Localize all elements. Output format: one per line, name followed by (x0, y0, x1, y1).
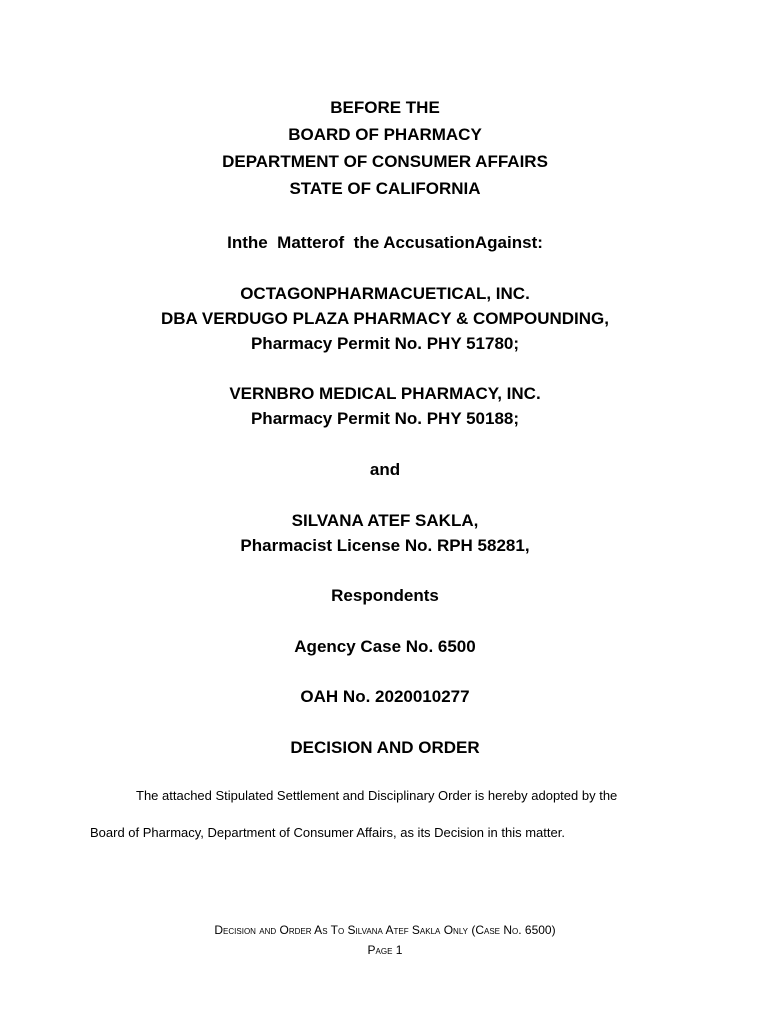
conjunction-and: and (369, 460, 401, 479)
respondent1-dba: DBA VERDUGO PLAZA PHARMACY & COMPOUNDING, (161, 309, 609, 328)
respondent1-permit: Pharmacy Permit No. PHY 51780; (250, 334, 520, 353)
footer-page-number: Page 1 (367, 943, 403, 957)
respondent2-permit: Pharmacy Permit No. PHY 50188; (250, 409, 520, 428)
oah-number: OAH No. 2020010277 (300, 687, 470, 706)
respondent2-name: VERNBRO MEDICAL PHARMACY, INC. (229, 384, 541, 403)
respondent3-license: Pharmacist License No. RPH 58281, (240, 536, 530, 555)
decision-title: DECISION AND ORDER (290, 738, 480, 757)
footer-title: Decision and Order As To Silvana Atef Sakla Only (Case No. 6500) (214, 923, 556, 937)
agency-case-number: Agency Case No. 6500 (294, 637, 476, 656)
respondent1-name: OCTAGONPHARMACUETICAL, INC. (240, 284, 530, 303)
body-paragraph-line2: Board of Pharmacy, Department of Consumer Affairs, as its Decision in this matter. (90, 825, 565, 840)
heading-before-the: BEFORE THE (330, 98, 440, 117)
matter-line: Inthe Matterof the AccusationAgainst: (227, 233, 543, 252)
heading-board: BOARD OF PHARMACY (288, 125, 482, 144)
respondent3-name: SILVANA ATEF SAKLA, (291, 511, 479, 530)
heading-state: STATE OF CALIFORNIA (289, 179, 481, 198)
body-paragraph-line1: The attached Stipulated Settlement and Disciplinary Order is hereby adopted by the (136, 788, 618, 803)
heading-department: DEPARTMENT OF CONSUMER AFFAIRS (222, 152, 548, 171)
respondents-label: Respondents (331, 586, 439, 605)
